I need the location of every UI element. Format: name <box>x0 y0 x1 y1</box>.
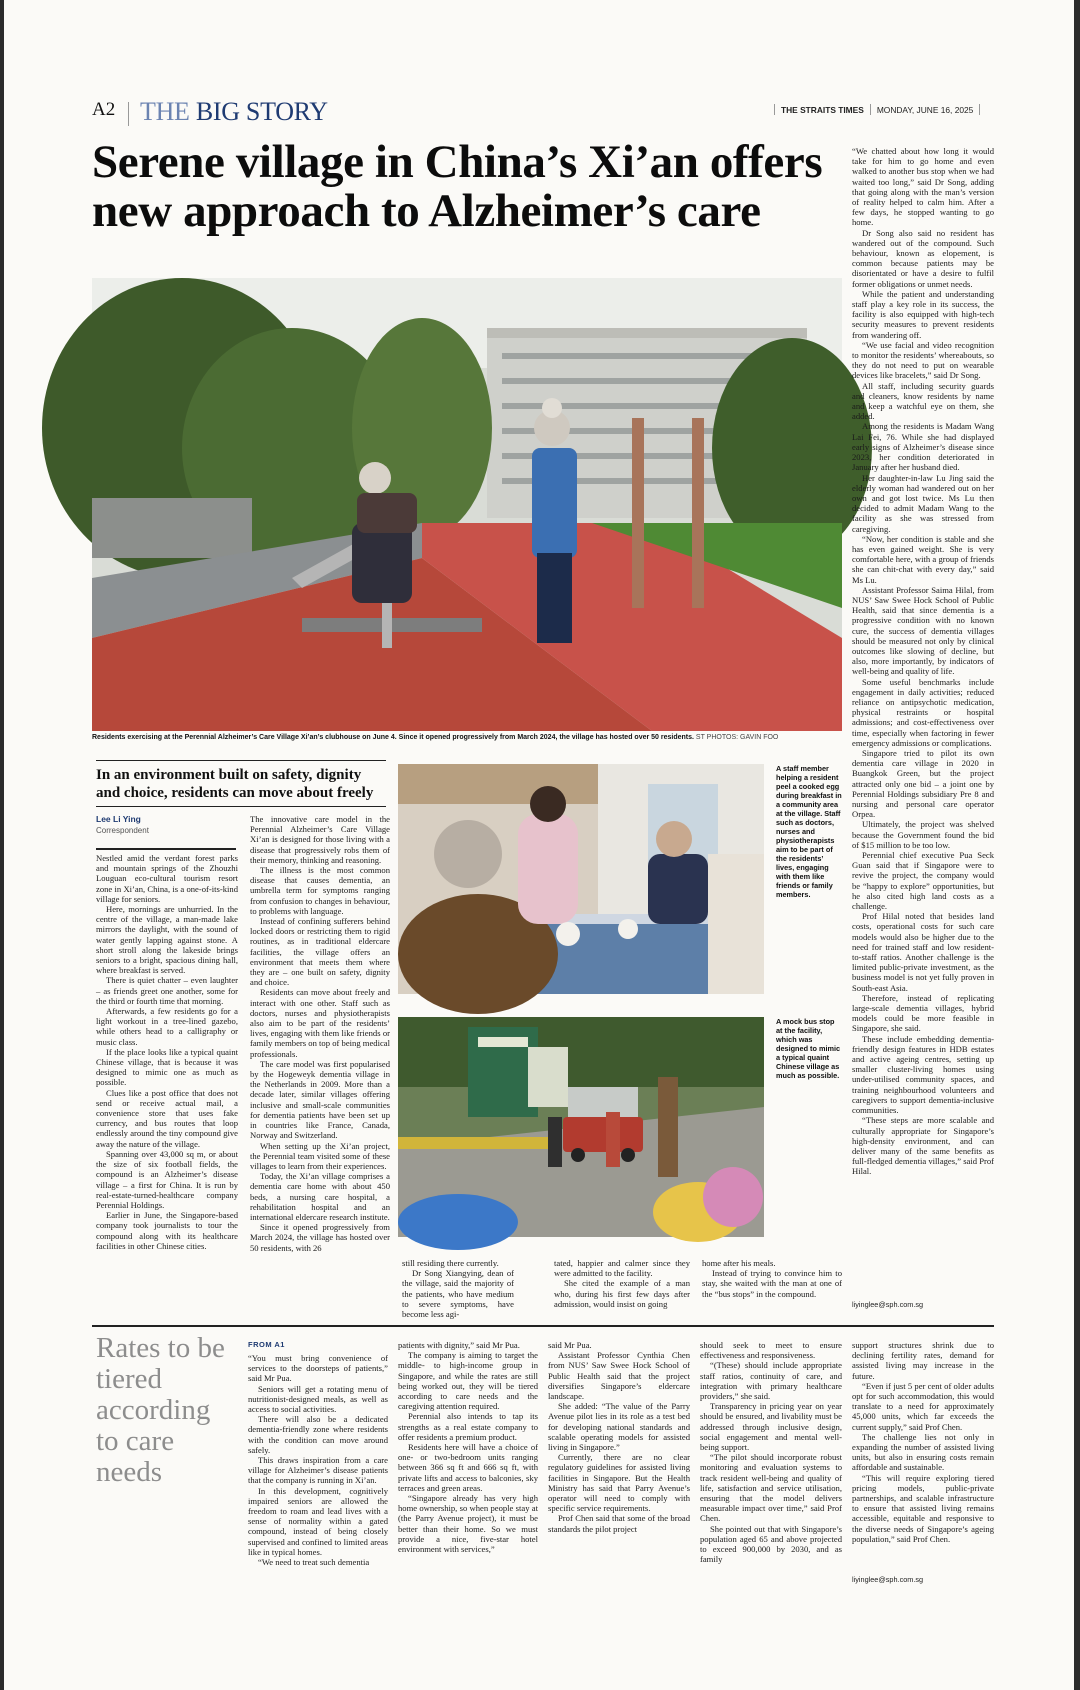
paragraph: Spanning over 43,000 sq m, or about the size of six football fields, the compound is an Alzheimer’s disease village – a first for China. It is run by real-estate-turned-healthcare company Perennial Holdings. <box>96 1148 238 1210</box>
masthead-divider <box>979 104 980 115</box>
paragraph: Therefore, instead of replicating large-scale dementia villages, hybrid models could be more feasible in Singapore, she said. <box>852 992 994 1034</box>
article-col-4 <box>554 1258 690 1312</box>
paragraph: Clues like a post office that does not send or receive actual mail, a convenience store that uses fake currency, and bus routes that loop endlessly around the tiny compound give away the nature of the village. <box>96 1087 238 1149</box>
paragraph: Perennial chief executive Pua Seck Guan said that if Singapore were to revive the project, the company would be “happy to explore” opportunities, but he also cited high land costs as a challenge. <box>852 850 994 912</box>
paragraph: Prof Hilal noted that besides land costs, operational costs for such care models would also be higher due to the need for trained staff and low resident-to-staff ratios. Another challenge is the limited public-private investment, as the business model is not yet fully proven in South-east Asia. <box>852 911 994 993</box>
paragraph: Nestled amid the verdant forest parks and mountain springs of the Zhouzhi Louguan eco-cultural tourism resort zone in Xi’an, China, is a one-of-its-kind village for seniors. <box>96 853 238 904</box>
paragraph: “(These) should include appropriate staff ratios, continuity of care, and integration with primary healthcare providers,” she said. <box>700 1360 842 1402</box>
paragraph: There is quiet chatter – even laughter – as friends greet one another, some for the third or fourth time that morning. <box>96 975 238 1006</box>
paragraph: If the place looks like a typical quaint Chinese village, that is because it was designed to mimic one as much as possible. <box>96 1046 238 1088</box>
paragraph: The challenge lies not only in expanding the number of assisted living units, but also in ensuring costs remain affordable and sustainable. <box>852 1431 994 1473</box>
paragraph: She cited the example of a man who, during his first few days after admission, would insist on going <box>554 1278 690 1309</box>
subhead-top-rule <box>96 760 386 761</box>
bus-stop-photo-image <box>398 1017 764 1237</box>
paragraph: still residing there currently. <box>402 1258 499 1268</box>
paragraph: Residents here will have a choice of one- or two-bedroom units ranging between 366 sq ft and 666 sq ft, with private lifts and access to balconies, sky terraces and green areas. <box>398 1442 538 1493</box>
paragraph: Here, mornings are unhurried. In the centre of the village, a man-made lake mirrors the daylight, with the sound of water gently lapping against stone. A short stroll along the lakeside brings seniors to a bright, spacious dining hall, where breakfast is served. <box>96 904 238 976</box>
subhead-bottom-rule <box>96 806 386 807</box>
paragraph: support structures shrink due to declining fertility rates, demand for assisted living may increase in the future. <box>852 1340 994 1381</box>
paragraph: Perennial also intends to tap its strengths as a real estate company to offer residents a premium product. <box>398 1411 538 1442</box>
subhead: In an environment built on safety, dignity and choice, residents can move about freely <box>96 767 374 801</box>
paragraph: Her daughter-in-law Lu Jing said the elderly woman had wandered out on her own and got lost twice. Ms Lu then decided to admit Madam Wang to the facility as she was stressed from caregiving. <box>852 472 994 534</box>
breakfast-photo-caption: A staff member helping a resident peel a cooked egg during breakfast in a community area at the village. Staff such as doctors, nurses and physiotherapists aim to be part of the residents’ lives, engaging with them like friends or family members. <box>776 764 842 899</box>
paragraph: Among the residents is Madam Wang Lai Fei, 76. While she had displayed early signs of Alzheimer’s disease since 2023, her condition deteriorated in January after her husband died. <box>852 421 994 473</box>
sidebar-col-2 <box>398 1340 538 1585</box>
headline: Serene village in China’s Xi’an offers new approach to Alzheimer’s care <box>92 136 823 237</box>
paragraph: Assistant Professor Saima Hilal, from NUS’ Saw Swee Hock School of Public Health, said that since dementia is a progressive condition with no known cure, the success of dementia villages should be measured not only by clinical outcomes like slowing of decline, but also, more importantly, by indicators of well-being and quality of life. <box>852 584 994 677</box>
sidebar-col-5 <box>852 1340 994 1570</box>
publication-name: THE STRAITS TIMES <box>781 104 864 115</box>
paragraph: “This will require exploring tiered pricing models, public-private partnerships, and scalable infrastructure to ensure that assisted living remains accessible, equitable and responsive to the diverse needs of Singapore’s ageing population,” said Prof Chen. <box>852 1472 994 1544</box>
paragraph: should seek to meet to ensure effectiveness and responsiveness. <box>700 1340 842 1361</box>
page-number: A2 <box>92 99 116 120</box>
paragraph: Instead of confining sufferers behind locked doors or restricting them to rigid routines, as in traditional eldercare facilities, the village offers an environment that meets them where they are – one built on safety, dignity and choice. <box>250 916 390 988</box>
paragraph: “We use facial and video recognition to monitor the residents’ whereabouts, so they do not need to put on wearable devices like bracelets,” said Dr Song. <box>852 339 994 381</box>
paragraph: “You must bring convenience of services to the doorsteps of patients,” said Mr Pua. <box>248 1353 388 1384</box>
paragraph: Transparency in pricing year on year should be ensured, and livability must be addressed through inclusive design, social engagement and mental well-being support. <box>700 1401 842 1453</box>
paragraph: “We need to treat such dementia <box>258 1557 370 1568</box>
header-divider <box>128 102 129 126</box>
paragraph: “We chatted about how long it would take for him to go home and even walked to another bus stop when we had waited too long,” said Dr Song, adding that going along with the man’s version of reality helped to calm him. After a few days, he stopped wanting to go home. <box>852 146 994 228</box>
paragraph: Since it opened progressively from March 2024, the village has hosted over 50 residents, with 26 <box>250 1222 390 1253</box>
main-photo-caption <box>92 734 842 741</box>
paragraph: said Mr Pua. <box>548 1340 592 1350</box>
paragraph: “Even if just 5 per cent of older adults opt for such accommodation, this would translate to a need for approximately 45,000 units, which far exceeds the current supply,” said Prof Chen. <box>852 1380 994 1432</box>
paragraph: Some useful benchmarks include engagement in daily activities; reduced reliance on antipsychotic medication, physical restraints or hospital admissions; and cost-effectiveness over time, especially when factoring in fewer emergency admissions or complications. <box>852 676 994 748</box>
newspaper-page <box>4 0 1074 1690</box>
paragraph: There will also be a dedicated dementia-friendly zone where residents with the condition can move around safely. <box>248 1414 388 1455</box>
article-col-2 <box>250 814 390 1311</box>
paragraph: Prof Chen said that some of the broad standards the pilot project <box>548 1513 690 1534</box>
paragraph: Dr Song Xiangying, dean of the village, said the majority of the patients, who have medium to severe symptoms, have become less agi- <box>402 1268 514 1320</box>
paragraph: Seniors will get a rotating menu of nutritionist-designed meals, as well as access to social activities. <box>248 1383 388 1415</box>
paragraph: Currently, there are no clear regulatory guidelines for assisted living facilities in Singapore. But the Health Ministry has said that Parry Avenue’s operator will need to comply with specific service requirements. <box>548 1452 690 1514</box>
byline-rule <box>96 848 236 850</box>
sidebar-kicker: FROM A1 <box>248 1340 285 1349</box>
article-col-right <box>852 146 994 1292</box>
article-col-1 <box>96 853 238 1311</box>
paragraph: tated, happier and calmer since they were admitted to the facility. <box>554 1258 690 1279</box>
masthead-info <box>774 104 986 115</box>
paragraph: When setting up the Xi’an project, the Perennial team visited some of these villages to learn from their experiences. <box>250 1140 390 1171</box>
paragraph: “These steps are more scalable and culturally appropriate for Singapore’s high-density environment, and can deliver many of the same benefits as full-fledged dementia villages,” said Prof Hilal. <box>852 1115 994 1177</box>
section-the: THE <box>140 97 190 126</box>
sidebar-title: Rates to be tiered according to care needs <box>96 1332 225 1488</box>
paragraph: Residents can move about freely and interact with one other. Staff such as doctors, nurses and physiotherapists also aim to be part of the residents’ lives, engaging with them like friends or family members on top of being medical professionals. <box>250 987 390 1059</box>
paragraph: Earlier in June, the Singapore-based company took journalists to tour the compound along with its healthcare facilities in other Chinese cities. <box>96 1210 238 1251</box>
breakfast-photo-image <box>398 764 764 994</box>
masthead-divider <box>774 104 775 115</box>
section-name: BIG STORY <box>195 97 328 126</box>
paragraph: Instead of trying to convince him to stay, she waited with the man at one of the “bus stops” in the compound. <box>702 1268 842 1299</box>
author-email[interactable]: liyinglee@sph.com.sg <box>852 1300 924 1309</box>
paragraph: “Now, her condition is stable and she has even gained weight. She is very comfortable here, with a group of friends she can chit-chat with every day,” said Ms Lu. <box>852 533 994 585</box>
paragraph: Dr Song also said no resident has wandered out of the compound. Such behaviour, known as elopement, is common because patients may be disorientated or have a desire to fulfil former obligations or unmet needs. <box>852 227 994 289</box>
masthead-divider <box>870 104 871 115</box>
sidebar-col-4 <box>700 1340 842 1585</box>
sidebar-col-3 <box>548 1340 690 1585</box>
section-divider <box>92 1325 994 1327</box>
paragraph: The company is aiming to target the middle- to high-income group in Singapore, and while the rates are still being worked out, they will be tiered according to care needs and the caregiving attention required. <box>398 1350 538 1412</box>
byline-name: Lee Li Ying <box>96 814 141 824</box>
breakfast-photo <box>398 764 764 994</box>
paragraph: patients with dignity,” said Mr Pua. <box>398 1340 520 1350</box>
bus-stop-photo <box>398 1017 764 1237</box>
article-col-5 <box>702 1258 842 1312</box>
paragraph: Today, the Xi’an village comprises a dementia care home with about 450 beds, a nursing care hospital, a rehabilitation hospital and an international eldercare research institute. <box>250 1171 390 1222</box>
paragraph: Afterwards, a few residents go for a light workout in a tree-lined gazebo, while others head to a calligraphy or music class. <box>96 1006 238 1047</box>
paragraph: All staff, including security guards and cleaners, know residents by name and keep a watchful eye on them, she added. <box>852 380 994 422</box>
main-photo <box>92 278 842 731</box>
paragraph: “The pilot should incorporate robust monitoring and evaluation systems to track resident well-being and quality of life, satisfaction and service utilisation, ensuring that the model delivers measurable impact over time,” said Prof Chen. <box>700 1452 842 1524</box>
paragraph: “Singapore already has very high home ownership, so when people stay at (the Parry Avenue project), it must be better than their home. So we must provide a nice, five-star hotel environment with services,” <box>398 1493 538 1555</box>
issue-date: MONDAY, JUNE 16, 2025 <box>876 104 974 115</box>
paragraph: In this development, cognitively impaired seniors are allowed the freedom to roam and lead lives with a sense of normality within a gated compound, instead of being closely supervised and confined to limited areas like in typical homes. <box>248 1485 388 1557</box>
paragraph: home after his meals. <box>702 1258 776 1268</box>
main-caption-credit: ST PHOTOS: GAVIN FOO <box>695 734 779 741</box>
section-title <box>140 97 328 127</box>
paragraph: She added: “The value of the Parry Avenue pilot lies in its role as a test bed for developing national standards and scalable operating models for assisted living in Singapore.” <box>548 1401 690 1453</box>
bus-stop-photo-caption: A mock bus stop at the facility, which was designed to mimic a typical quaint Chinese village as much as possible. <box>776 1017 841 1080</box>
sidebar-col-1 <box>248 1353 388 1585</box>
article-col-3 <box>402 1258 514 1320</box>
paragraph: She pointed out that with Singapore’s population aged 65 and above projected to exceed 900,000 by 2030, and as family <box>700 1523 842 1565</box>
paragraph: The illness is the most common disease that causes dementia, an umbrella term for symptoms ranging from confusion to changes in behaviour, to problems with language. <box>250 865 390 916</box>
paragraph: Singapore tried to pilot its own dementia care village in 2020 in Buangkok Green, but the project attracted only one bid – a joint one by Perennial Holdings subsidiary Pre 8 and nursing and personal care operator Orpea. <box>852 747 994 820</box>
main-caption-text: Residents exercising at the Perennial Alzheimer’s Care Village Xi’an’s clubhouse on June 4. Since it opened progressively from March 2024, the village has hosted over 50 residents. <box>92 734 694 741</box>
paragraph: Assistant Professor Cynthia Chen from NUS’ Saw Swee Hock School of Public Health said that the project diversifies Singapore’s eldercare landscape. <box>548 1350 690 1402</box>
paragraph: Ultimately, the project was shelved because the Government found the bid of $15 million to be too low. <box>852 819 994 850</box>
paragraph: While the patient and understanding staff play a key role in its success, the facility is also equipped with high-tech security measures to prevent residents from wandering off. <box>852 288 994 340</box>
byline-role: Correspondent <box>96 826 149 835</box>
paragraph: This draws inspiration from a care village for Alzheimer’s disease patients that the company is running in Xi’an. <box>248 1455 388 1486</box>
main-photo-image <box>92 278 842 731</box>
sidebar-author-email[interactable]: liyinglee@sph.com.sg <box>852 1575 924 1584</box>
paragraph: These include embedding dementia-friendly design features in HDB estates and active ageing centres, setting up smaller cluster-living homes using under-utilised community spaces, and training neighbourhood volunteers and caregivers to support dementia-inclusive communities. <box>852 1033 994 1116</box>
paragraph: The care model was first popularised by the Hogeweyk dementia village in the Netherlands in 2009. More than a decade later, similar villages offering inclusive and small-scale communities for dementia patients have been set up in countries like France, Canada, Norway and Switzerland. <box>250 1058 390 1141</box>
paragraph: The innovative care model in the Perennial Alzheimer’s Care Village Xi’an is designed for those living with a disease that progressively robs them of their memory, thinking and reasoning. <box>250 814 390 865</box>
